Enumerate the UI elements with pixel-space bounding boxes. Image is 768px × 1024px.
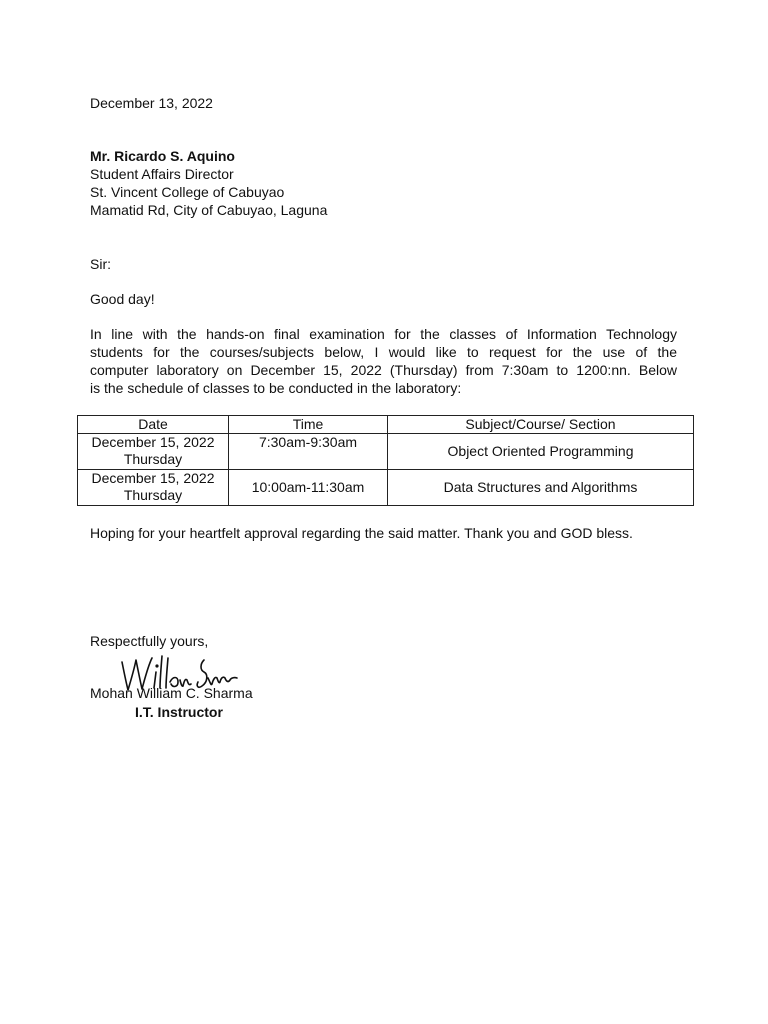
closing-paragraph: Hoping for your heartfelt approval regarding the said matter. Thank you and GOD bless. [90, 525, 633, 541]
letter-date: December 13, 2022 [90, 95, 213, 111]
header-date: Date [78, 416, 229, 434]
complimentary-close: Respectfully yours, [90, 633, 209, 649]
table-row [78, 434, 694, 470]
salutation: Sir: [90, 256, 111, 272]
body-line: students for the courses/subjects below, I would like to request for the use of the [90, 344, 677, 360]
greeting: Good day! [90, 291, 155, 307]
table-header-row [78, 416, 694, 434]
header-subject: Subject/Course/ Section [388, 416, 694, 434]
cell-subject: Object Oriented Programming [388, 434, 694, 470]
body-line: is the schedule of classes to be conducted in the laboratory: [90, 380, 462, 396]
signatory-name: Mohan William C. Sharma [90, 685, 253, 701]
cell-date-text: December 15, 2022 [91, 470, 215, 486]
cell-day-text: Thursday [123, 451, 183, 467]
cell-day-text: Thursday [123, 487, 183, 503]
recipient-name: Mr. Ricardo S. Aquino [90, 148, 235, 164]
recipient-institution: St. Vincent College of Cabuyao [90, 184, 285, 200]
body-line: computer laboratory on December 15, 2022 (Thursday) from 7:30am to 1200:nn. Below [90, 362, 677, 378]
cell-date-text: December 15, 2022 [91, 434, 215, 450]
schedule-table [77, 415, 694, 506]
cell-subject: Data Structures and Algorithms [388, 470, 694, 506]
recipient-position: Student Affairs Director [90, 166, 234, 182]
cell-time: 7:30am-9:30am [229, 434, 388, 470]
cell-time: 10:00am-11:30am [229, 470, 388, 506]
cell-date [78, 470, 229, 506]
body-line: In line with the hands-on final examination for the classes of Information Technology [90, 326, 677, 342]
signatory-title: I.T. Instructor [135, 704, 223, 720]
recipient-address: Mamatid Rd, City of Cabuyao, Laguna [90, 202, 328, 218]
cell-date [78, 434, 229, 470]
table-row [78, 470, 694, 506]
body-paragraph [90, 325, 677, 397]
header-time: Time [229, 416, 388, 434]
